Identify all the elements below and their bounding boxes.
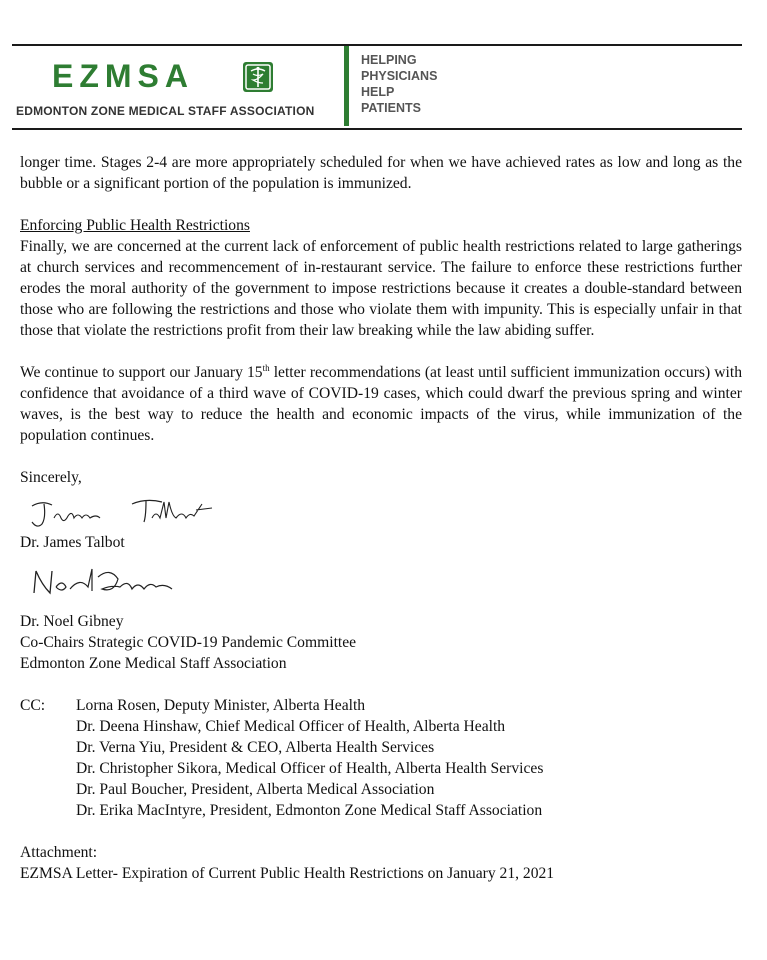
letter-body: [20, 152, 742, 884]
ordinal-suffix: th: [262, 362, 270, 373]
support-text-end: letter recommendations (at least until sufficient immunization occurs) with confidence that avoidance of a third wave of COVID-19 cases, which could dwarf the previous spring and winter waves, is the best way to reduce the health and economic impacts of the virus, while immunization of the population continues.: [20, 364, 742, 444]
cc-recipient: Dr. Christopher Sikora, Medical Officer of Health, Alberta Health Services: [76, 760, 544, 777]
caduceus-logo-icon: [243, 62, 273, 92]
intro-paragraph: longer time. Stages 2-4 are more appropriately scheduled for when we have achieved rates as low and long as the bubble or a significant portion of the population is immunized.: [20, 154, 742, 192]
signature-james-talbot: [26, 496, 226, 532]
letterhead-top-rule: [12, 44, 742, 46]
support-text-start: We continue to support our January 15: [20, 364, 263, 381]
tagline-line: PHYSICIANS: [361, 69, 438, 83]
support-paragraph: [20, 362, 742, 446]
section-heading: Enforcing Public Health Restrictions: [20, 217, 250, 234]
letterhead-divider: [344, 46, 349, 126]
signer-1-name: Dr. James Talbot: [20, 534, 125, 551]
attachment-title: EZMSA Letter- Expiration of Current Public Health Restrictions on January 21, 2021: [20, 865, 555, 882]
tagline-line: HELP: [361, 85, 395, 99]
tagline: [361, 52, 437, 116]
tagline-line: PATIENTS: [361, 101, 421, 115]
cc-label: CC:: [20, 697, 46, 714]
attachment-label: Attachment:: [20, 844, 98, 861]
salutation: Sincerely,: [20, 469, 82, 486]
cc-recipient: Dr. Verna Yiu, President & CEO, Alberta Health Services: [76, 739, 435, 756]
cc-recipient-list: [76, 695, 543, 821]
brand-wordmark: EZMSA: [52, 58, 194, 94]
cc-recipient: Dr. Paul Boucher, President, Alberta Medical Association: [76, 781, 435, 798]
organization-name: EDMONTON ZONE MEDICAL STAFF ASSOCIATION: [16, 104, 315, 118]
signature-noel-gibney: [28, 559, 188, 609]
cc-recipient: Dr. Deena Hinshaw, Chief Medical Officer of Health, Alberta Health: [76, 718, 506, 735]
letterhead-bottom-rule: [12, 128, 742, 130]
tagline-line: HELPING: [361, 53, 417, 67]
cc-block: [20, 695, 742, 821]
signer-organization: Edmonton Zone Medical Staff Association: [20, 655, 287, 672]
signer-title: Co-Chairs Strategic COVID-19 Pandemic Committee: [20, 634, 357, 651]
cc-recipient: Dr. Erika MacIntyre, President, Edmonton Zone Medical Staff Association: [76, 802, 543, 819]
signer-2-name: Dr. Noel Gibney: [20, 613, 124, 630]
cc-recipient: Lorna Rosen, Deputy Minister, Alberta Health: [76, 697, 366, 714]
enforcement-paragraph: Finally, we are concerned at the current lack of enforcement of public health restrictions related to large gatherings at church services and recommencement of in-restaurant service. The failure to enforce these restrictions further erodes the moral authority of the government to impose restrictions because it creates a double-standard between those who are following the restrictions and those who violate them with impunity. This is especially unfair in that those that violate the restrictions profit from their law breaking while the law abiding suffer.: [20, 238, 742, 339]
